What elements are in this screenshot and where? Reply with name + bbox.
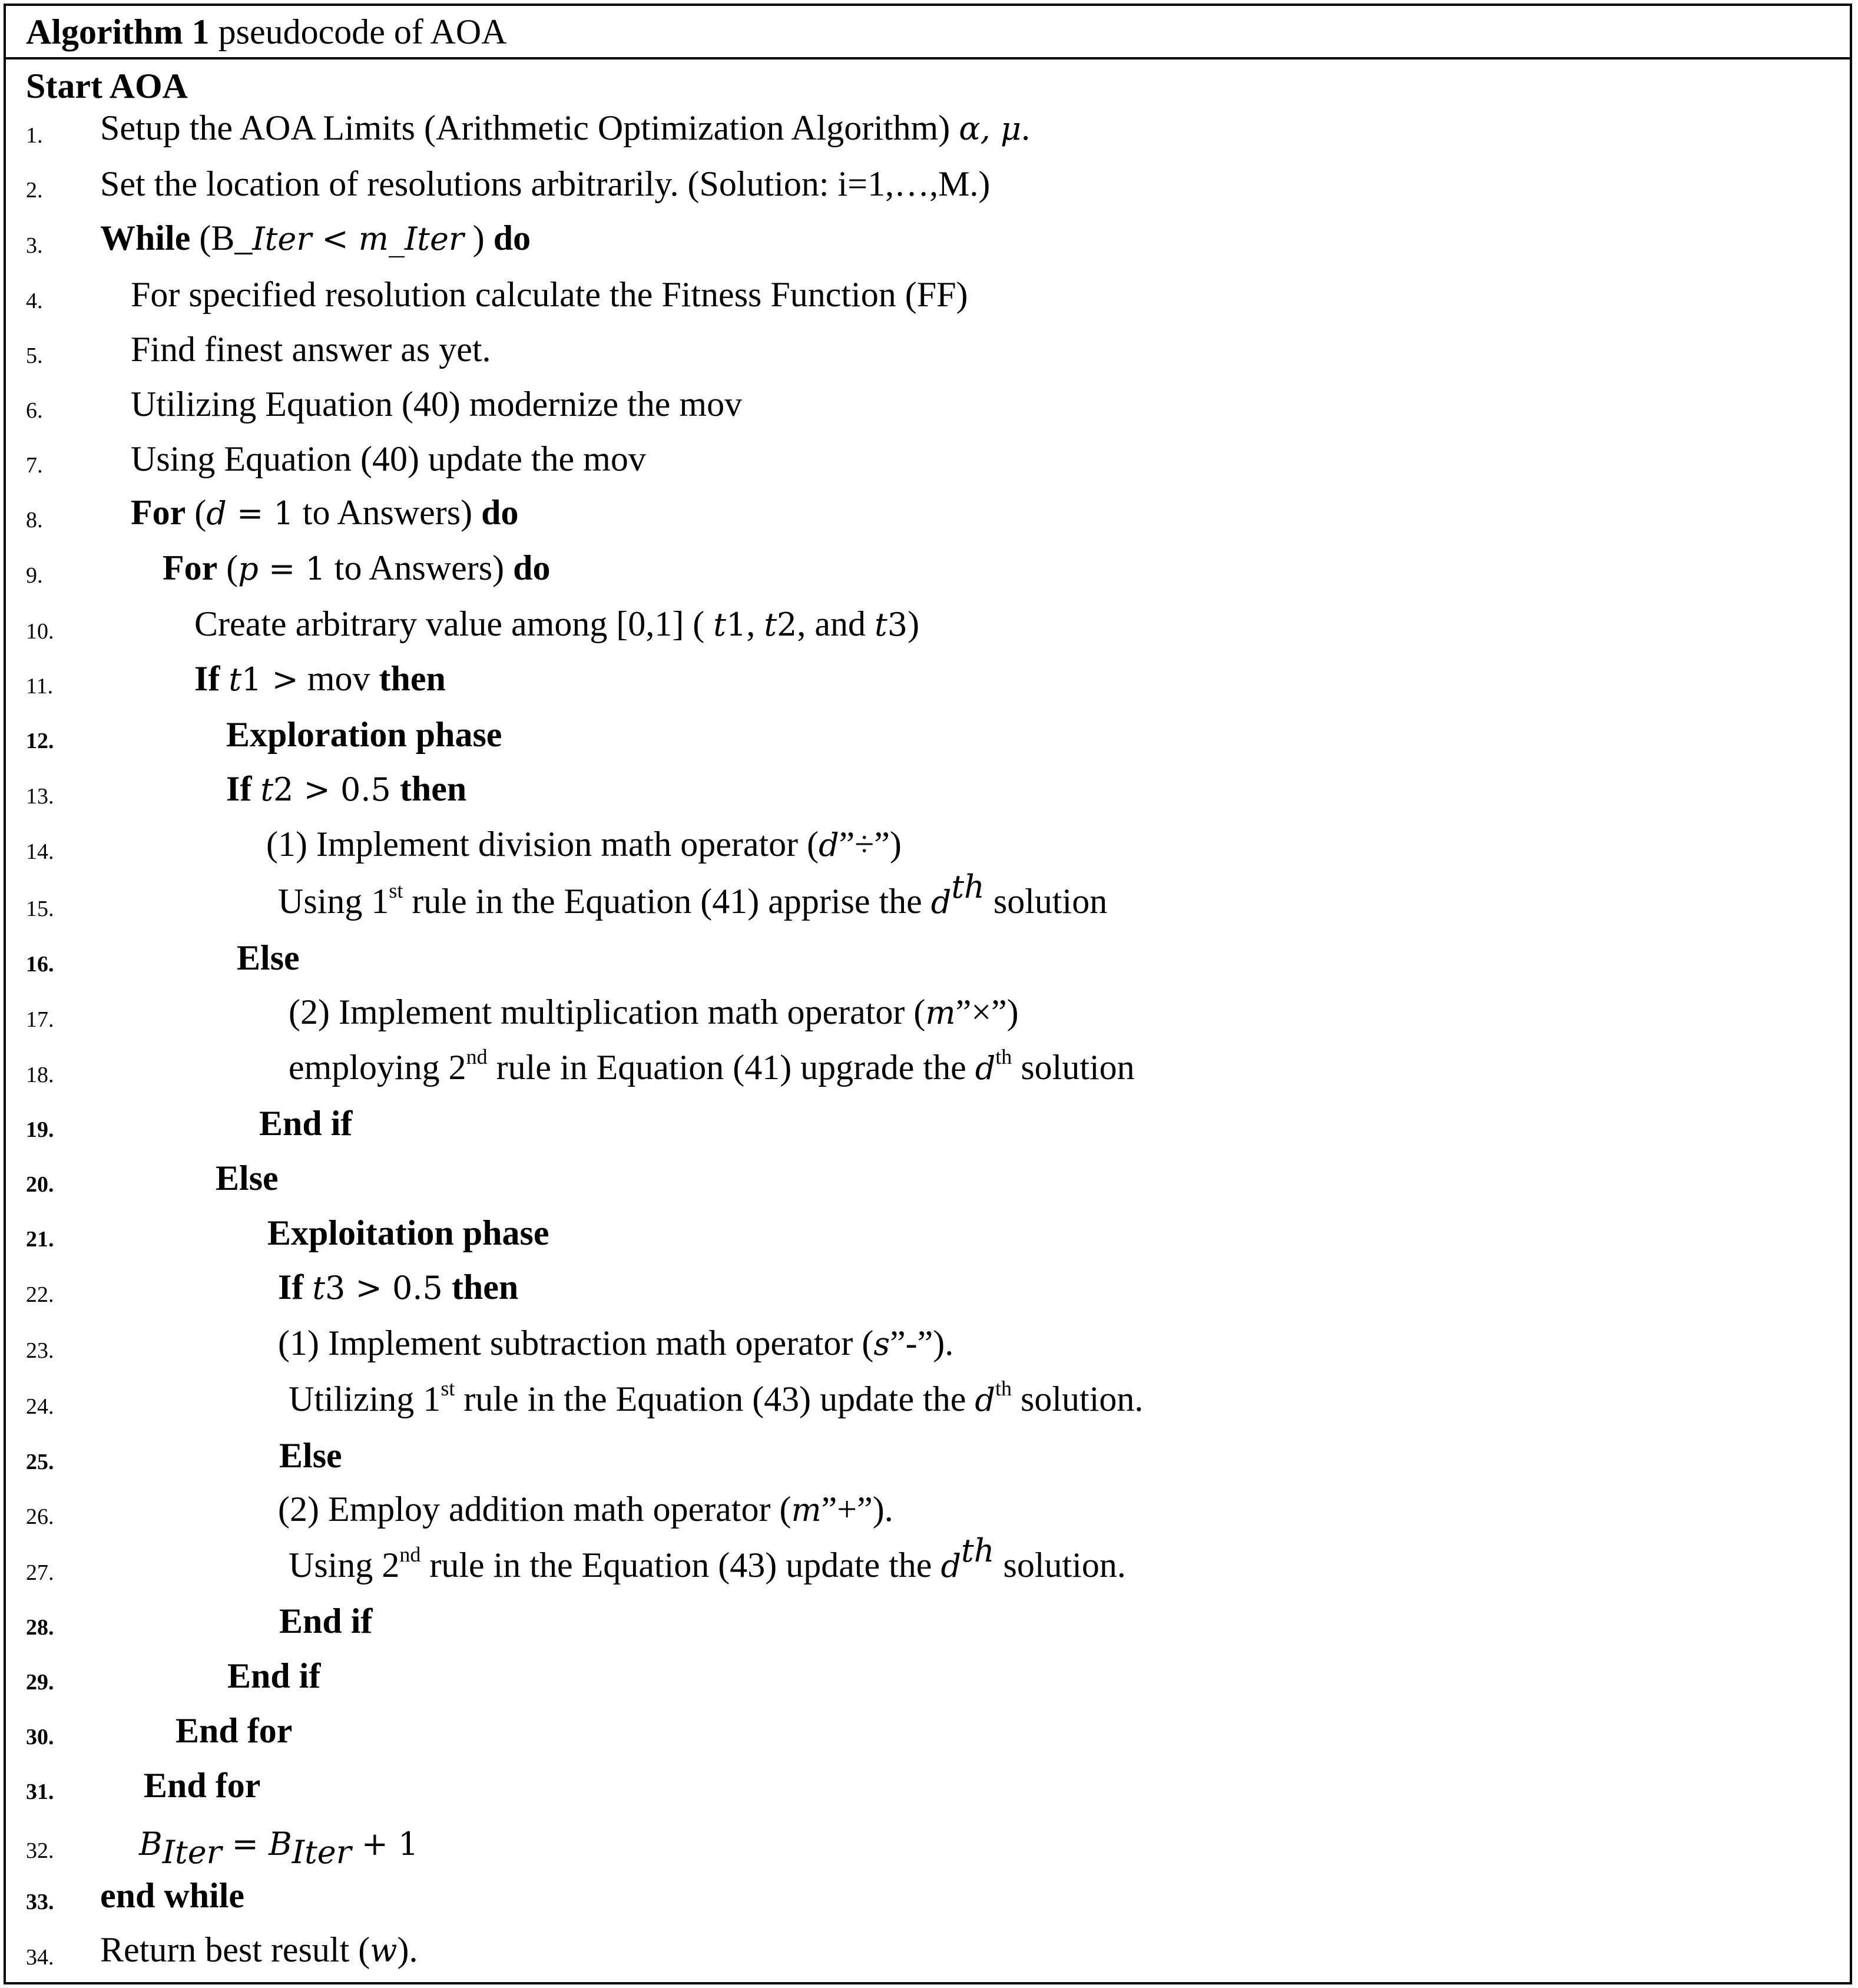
line-number: 4. [26,289,43,313]
code-line [6,935,1850,982]
line-text: Find finest answer as yet. [131,330,491,369]
line-text: Using Equation (40) update the mov [131,439,646,478]
code-line [6,1708,1850,1755]
code-line [6,657,1850,704]
line-number: 8. [26,508,43,532]
code-line [6,1532,1850,1590]
line-text: Exploration phase [226,715,502,754]
line-text: For specified resolution calculate the Fitness Function (FF) [131,275,968,314]
code-line [6,868,1850,927]
line-text: If t1 > mov then [194,659,446,698]
code-line [6,1653,1850,1700]
line-text: $B_{Iter} = B_{Iter} + 1$ [139,1825,419,1871]
code-line [6,1377,1850,1424]
line-number: 3. [26,233,43,258]
line-number: 25. [26,1450,54,1474]
line-text: Using 1st rule in the Equation (41) apprise the $d^{th}$ solution [278,868,1108,921]
code-line [6,161,1850,208]
line-text: While (B_Iter < m_Iter ) do [100,219,531,257]
line-number: 15. [26,897,54,921]
line-text: Utilizing Equation (40) modernize the mov [131,385,743,424]
line-text: End for [175,1711,293,1750]
line-number: 14. [26,839,54,864]
line-number: 13. [26,784,54,809]
line-number: 27. [26,1560,54,1585]
line-number: 9. [26,563,43,588]
code-line [6,1873,1850,1920]
code-line [6,1210,1850,1257]
line-text: Else [216,1159,279,1198]
code-line [6,1598,1850,1645]
line-text: Else [237,938,300,977]
line-text: For (p = 1 to Answers) do [163,548,551,587]
line-number: 2. [26,178,43,203]
line-number: 23. [26,1338,54,1363]
code-line [6,1433,1850,1480]
line-text: employing 2nd rule in Equation (41) upgrade the $d^{th}$ solution [289,1045,1135,1087]
algorithm-label: Algorithm 1 [26,12,210,51]
line-number: 16. [26,952,54,977]
line-number: 10. [26,619,54,644]
line-text: Using 2nd rule in the Equation (43) update the $d^{th}$ solution. [289,1532,1126,1585]
algorithm-caption [6,6,1850,59]
line-number: 11. [26,674,54,699]
code-line [6,1762,1850,1810]
line-number: 6. [26,398,43,423]
line-number: 33. [26,1890,54,1914]
code-line [6,767,1850,814]
line-number: 28. [26,1615,54,1640]
code-line [6,326,1850,373]
code-line [6,990,1850,1037]
code-line [6,822,1850,869]
line-number: 7. [26,453,43,478]
line-text: End if [279,1602,373,1640]
line-text: If t3 > 0.5 then [278,1268,519,1306]
line-text: Exploitation phase [267,1213,549,1252]
line-number: 12. [26,729,54,753]
code-line [6,1321,1850,1368]
line-text: (1) Implement division math operator (d”÷”) [266,825,902,864]
code-line [6,1155,1850,1202]
line-text: End if [259,1104,353,1143]
line-text: Return best result (w). [100,1930,418,1969]
line-number: 32. [26,1838,54,1863]
line-text: Utilizing 1st rule in the Equation (43) update the $d^{th}$ solution. [289,1377,1144,1418]
algorithm-box [4,4,1852,1984]
code-line [6,272,1850,319]
code-line [6,216,1850,263]
code-line [6,1928,1850,1975]
line-number: 20. [26,1172,54,1197]
code-line [6,602,1850,649]
line-text: If t2 > 0.5 then [226,769,467,808]
code-line [6,1046,1850,1093]
line-text: end while [100,1876,245,1915]
line-text: Set the location of resolutions arbitrarily. (Solution: i=1,…,M.) [100,164,991,203]
line-text: End if [227,1656,321,1695]
line-number: 29. [26,1670,54,1695]
code-line [6,1100,1850,1147]
line-number: 24. [26,1394,54,1419]
line-text: (1) Implement subtraction math operator (s”-”). [278,1324,954,1362]
line-number: 1. [26,123,43,148]
algorithm-start: Start AOA [26,67,188,105]
line-number: 26. [26,1504,54,1529]
line-text: (2) Employ addition math operator (m”+”). [278,1490,893,1529]
code-line [6,1265,1850,1312]
code-line [6,106,1850,153]
line-text: For (d = 1 to Answers) do [131,493,519,532]
code-line [6,712,1850,759]
code-line [6,491,1850,538]
algorithm-title: pseudocode of AOA [218,12,507,51]
line-text: Create arbitrary value among [0,1] ( t1, t2, and t3) [194,604,920,643]
line-number: 18. [26,1063,54,1087]
line-number: 19. [26,1117,54,1142]
line-text: End for [144,1766,261,1805]
line-number: 17. [26,1007,54,1032]
code-line [6,381,1850,428]
line-number: 21. [26,1227,54,1252]
code-line [6,546,1850,593]
code-line [6,436,1850,483]
code-line [6,1487,1850,1534]
line-text: Else [279,1436,342,1475]
line-text: Setup the AOA Limits (Arithmetic Optimization Algorithm) α, μ. [100,108,1031,147]
line-number: 34. [26,1945,54,1970]
code-line [6,1821,1850,1871]
line-number: 31. [26,1779,54,1804]
line-text: (2) Implement multiplication math operator (m”×”) [289,993,1019,1031]
line-number: 5. [26,343,43,368]
line-number: 22. [26,1282,54,1307]
line-number: 30. [26,1725,54,1749]
